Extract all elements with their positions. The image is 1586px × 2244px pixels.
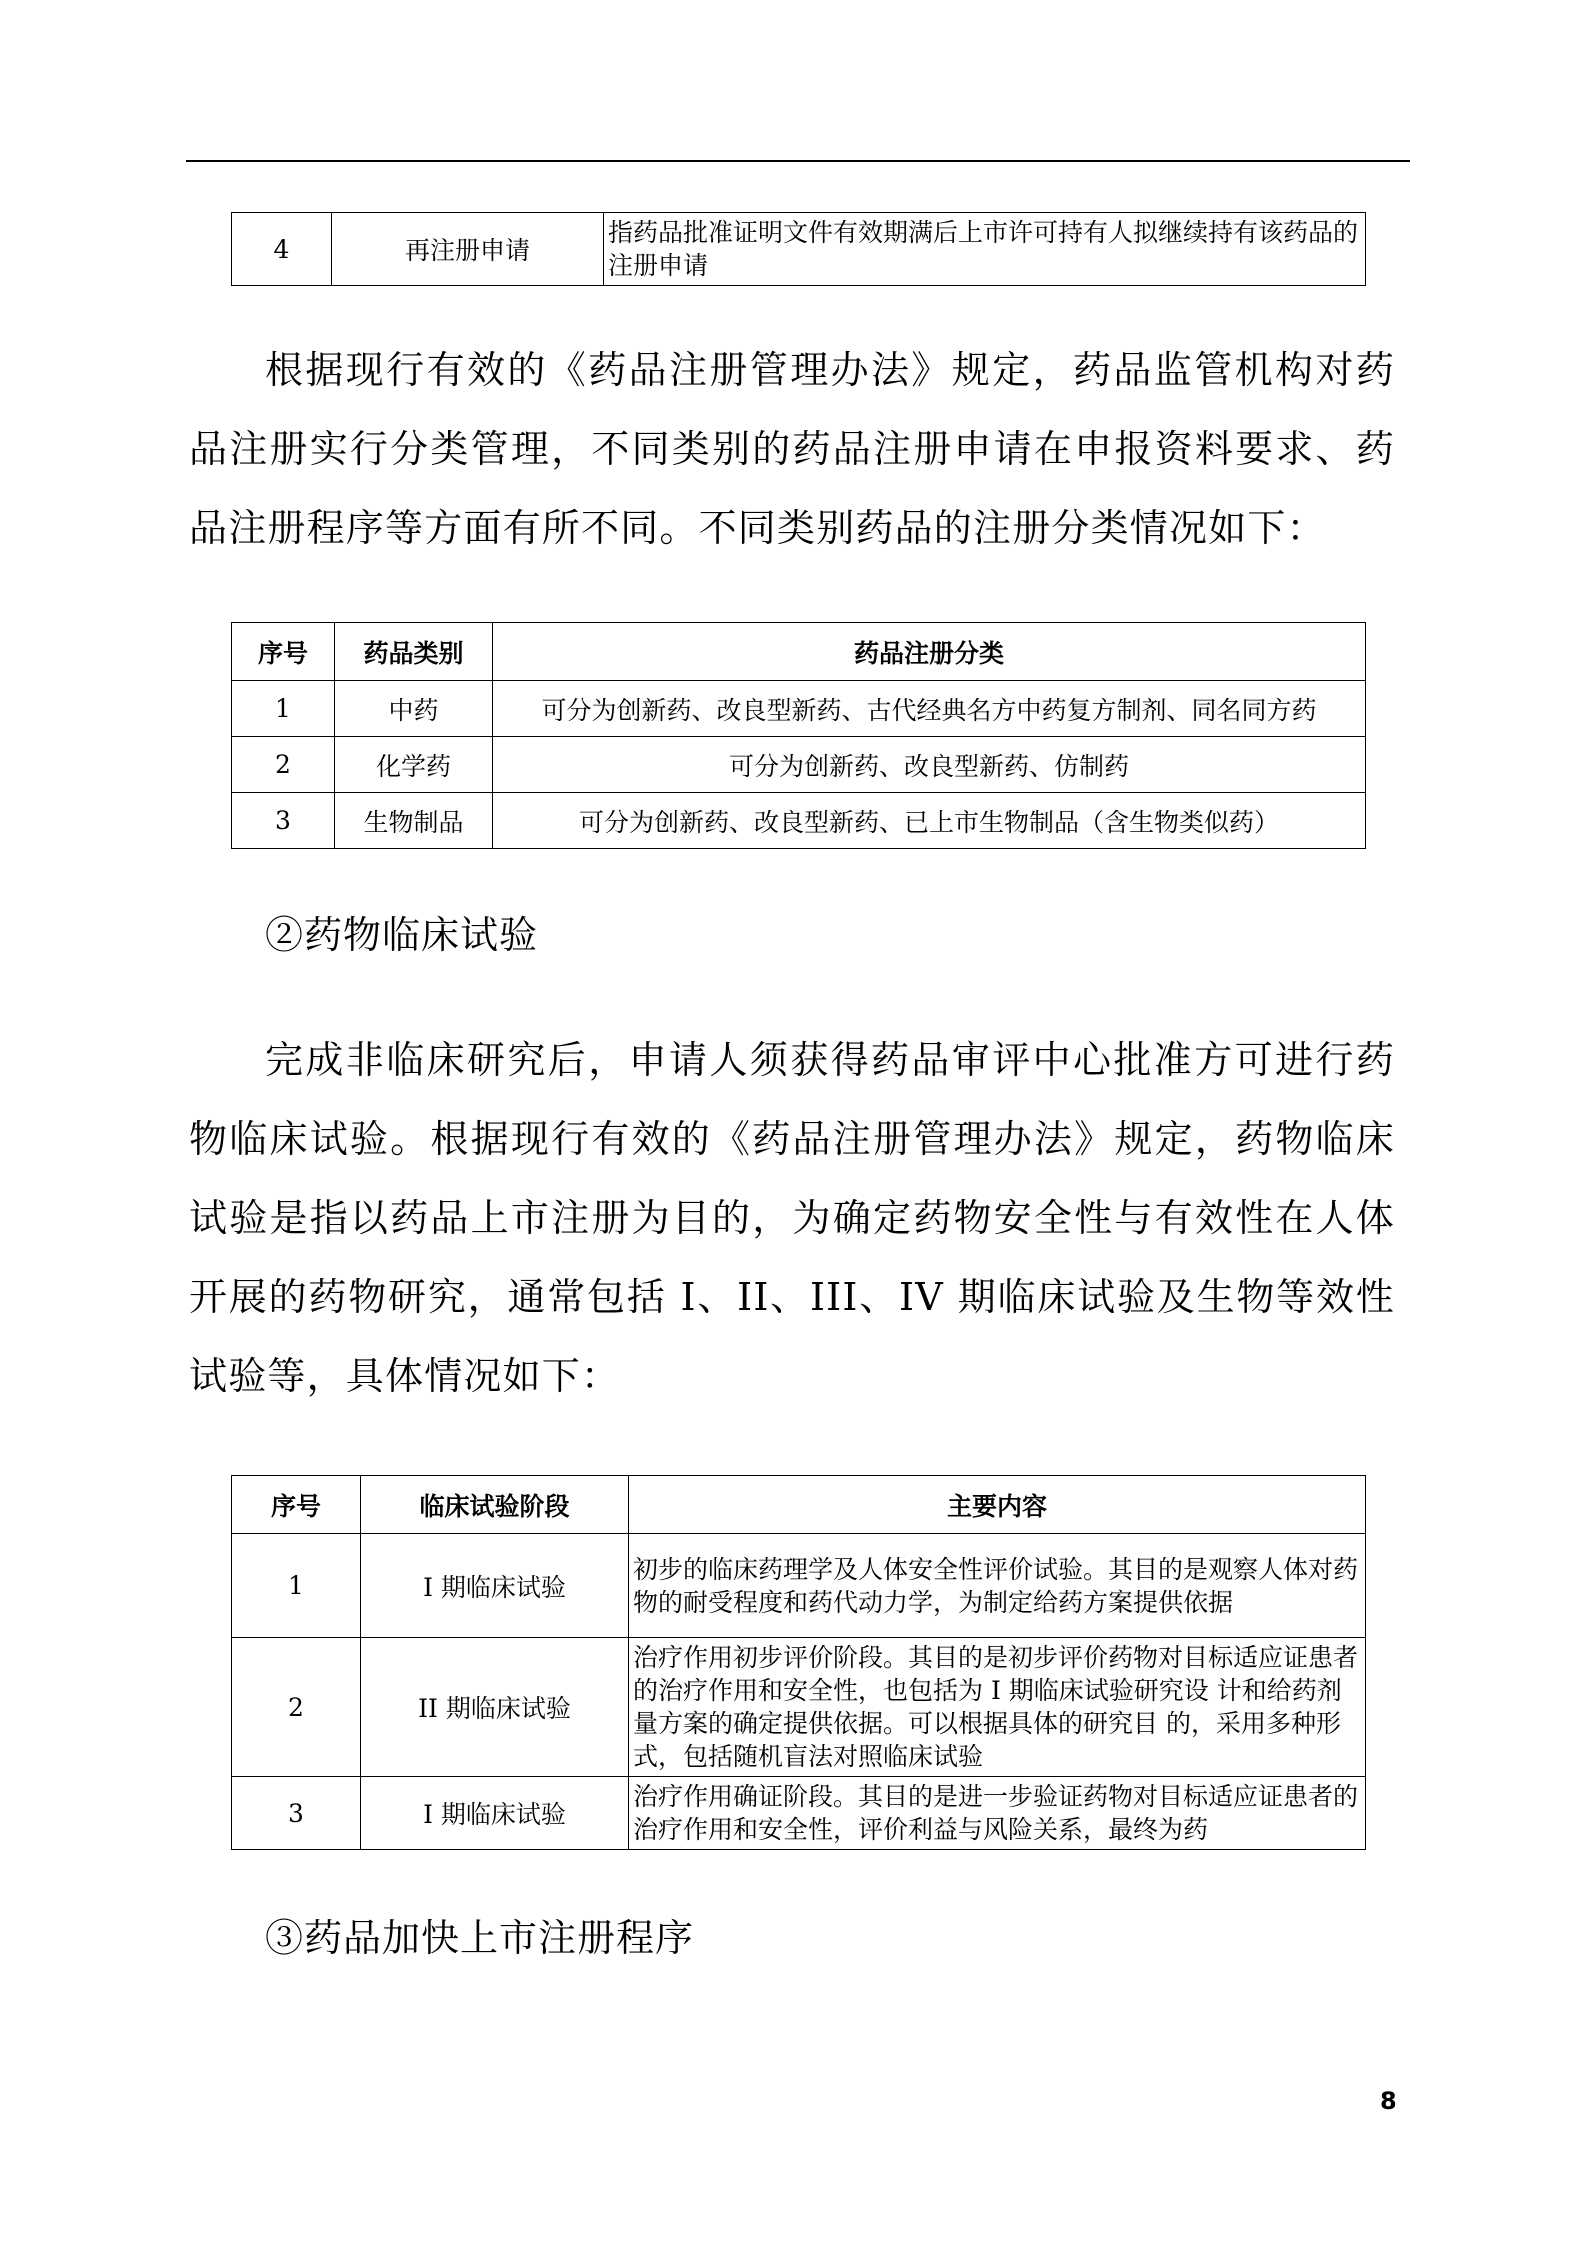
trial-content: 治疗作用确证阶段。其目的是进一步验证药物对目标适应证患者的治疗作用和安全性，评价利益与风险关系，最终为药 — [629, 1777, 1366, 1850]
clinical-trial-phase-table — [231, 1475, 1366, 1850]
column-header-classification: 药品注册分类 — [493, 623, 1366, 681]
registration-classification: 可分为创新药、改良型新药、已上市生物制品（含生物类似药） — [493, 793, 1366, 849]
table-row — [232, 681, 1366, 737]
application-type-table — [231, 212, 1366, 286]
row-number: 4 — [232, 213, 332, 286]
column-header-number: 序号 — [232, 623, 335, 681]
trial-content: 治疗作用初步评价阶段。其目的是初步评价药物对目标适应证患者的治疗作用和安全性，也包括为 I 期临床试验研究设 计和给药剂量方案的确定提供依据。可以根据具体的研究目 的，采用多种形式，包括随机盲法对照临床试验 — [629, 1638, 1366, 1777]
application-type: 再注册申请 — [332, 213, 604, 286]
trial-phase: I 期临床试验 — [361, 1534, 629, 1638]
column-header-phase: 临床试验阶段 — [361, 1476, 629, 1534]
trial-phase: II 期临床试验 — [361, 1638, 629, 1777]
table-row — [232, 737, 1366, 793]
row-number: 3 — [232, 793, 335, 849]
drug-category: 化学药 — [335, 737, 493, 793]
row-number: 1 — [232, 681, 335, 737]
table-row — [232, 1638, 1366, 1777]
row-number: 1 — [232, 1534, 361, 1638]
section-heading-clinical-trials: ②药物临床试验 — [265, 913, 539, 957]
table-header-row — [232, 623, 1366, 681]
column-header-category: 药品类别 — [335, 623, 493, 681]
table-header-row — [232, 1476, 1366, 1534]
table-row — [232, 1534, 1366, 1638]
registration-classification: 可分为创新药、改良型新药、仿制药 — [493, 737, 1366, 793]
section-heading-accelerated-registration: ③药品加快上市注册程序 — [265, 1916, 695, 1960]
registration-classification: 可分为创新药、改良型新药、古代经典名方中药复方制剂、同名同方药 — [493, 681, 1366, 737]
page-number: 8 — [1380, 2087, 1397, 2115]
column-header-number: 序号 — [232, 1476, 361, 1534]
registration-classification-table — [231, 622, 1366, 849]
drug-category: 中药 — [335, 681, 493, 737]
column-header-content: 主要内容 — [629, 1476, 1366, 1534]
registration-paragraph: 根据现行有效的《药品注册管理办法》规定，药品监管机构对药品注册实行分类管理，不同类别的药品注册申请在申报资料要求、药品注册程序等方面有所不同。不同类别药品的注册分类情况如下： — [189, 348, 1395, 550]
table-row — [232, 1777, 1366, 1850]
row-number: 3 — [232, 1777, 361, 1850]
trial-phase: I 期临床试验 — [361, 1777, 629, 1850]
drug-category: 生物制品 — [335, 793, 493, 849]
row-number: 2 — [232, 1638, 361, 1777]
table-row — [232, 793, 1366, 849]
row-number: 2 — [232, 737, 335, 793]
header-rule — [186, 160, 1410, 162]
table-row — [232, 213, 1366, 286]
application-description: 指药品批准证明文件有效期满后上市许可持有人拟继续持有该药品的注册申请 — [604, 213, 1366, 286]
trial-content: 初步的临床药理学及人体安全性评价试验。其目的是观察人体对药物的耐受程度和药代动力学，为制定给药方案提供依据 — [629, 1534, 1366, 1638]
clinical-trial-paragraph: 完成非临床研究后，申请人须获得药品审评中心批准方可进行药物临床试验。根据现行有效的《药品注册管理办法》规定，药物临床试验是指以药品上市注册为目的，为确定药物安全性与有效性在人体开展的药物研究，通常包括 I、II、III、IV 期临床试验及生物等效性试验等，具体情况如下： — [189, 1038, 1395, 1398]
